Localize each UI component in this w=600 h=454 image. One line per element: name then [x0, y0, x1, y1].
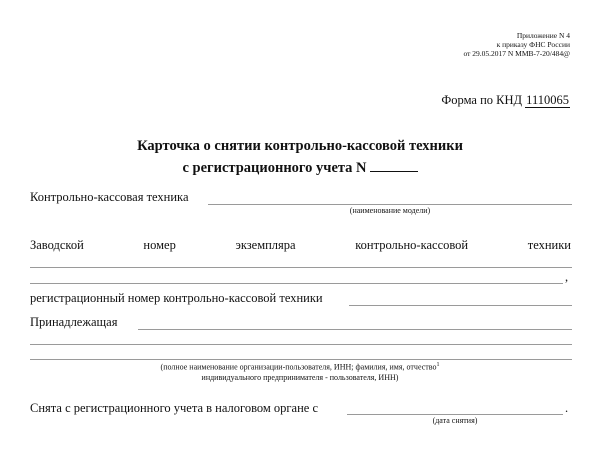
card-number-blank	[370, 157, 418, 172]
owner-hint-line-1	[100, 362, 500, 372]
serial-comma: ,	[565, 270, 569, 284]
owner-hint-footnote: 1	[436, 362, 440, 368]
serial-word-2: номер	[143, 238, 176, 252]
kkt-model-line	[208, 204, 572, 205]
appendix-line-1: Приложение N 4	[516, 31, 570, 40]
removal-date-line	[347, 414, 563, 415]
form-knd-label: Форма по КНД	[441, 93, 523, 107]
form-knd-code: 1110065	[526, 93, 569, 107]
owner-hint-text-1: (полное наименование организации-пользователя, ИНН; фамилия, имя, отчество	[160, 362, 437, 372]
serial-word-1: Заводской	[30, 238, 84, 252]
serial-number-row	[30, 238, 571, 253]
owner-hint-line-2: индивидуального предпринимателя - пользователя, ИНН)	[201, 373, 399, 382]
removal-date-hint: (дата снятия)	[432, 416, 478, 425]
removed-period: .	[565, 401, 569, 415]
appendix-line-3: от 29.05.2017 N ММВ-7-20/484@	[463, 49, 570, 58]
form-knd	[441, 93, 570, 108]
appendix-line-2: к приказу ФНС России	[496, 40, 570, 49]
owner-label: Принадлежащая	[30, 315, 118, 329]
document-title-line-1: Карточка о снятии контрольно-кассовой техники	[137, 138, 463, 154]
document-title-line-2	[0, 157, 600, 177]
kkt-model-hint: (наименование модели)	[349, 206, 431, 215]
serial-word-4: контрольно-кассовой	[355, 238, 469, 252]
owner-line-1	[138, 329, 572, 330]
reg-number-line	[349, 305, 572, 306]
document-title-line-2-text: с регистрационного учета N	[182, 160, 367, 176]
serial-word-3: экземпляра	[235, 238, 296, 252]
serial-number-line-1	[30, 267, 572, 268]
owner-line-2	[30, 344, 572, 345]
kkt-label: Контрольно-кассовая техника	[30, 190, 189, 204]
serial-word-5: техники	[527, 238, 571, 252]
serial-number-line-2	[30, 283, 563, 284]
removed-label: Снята с регистрационного учета в налоговом органе с	[30, 401, 319, 415]
reg-number-label: регистрационный номер контрольно-кассовой техники	[30, 291, 323, 305]
owner-line-3	[30, 359, 572, 360]
